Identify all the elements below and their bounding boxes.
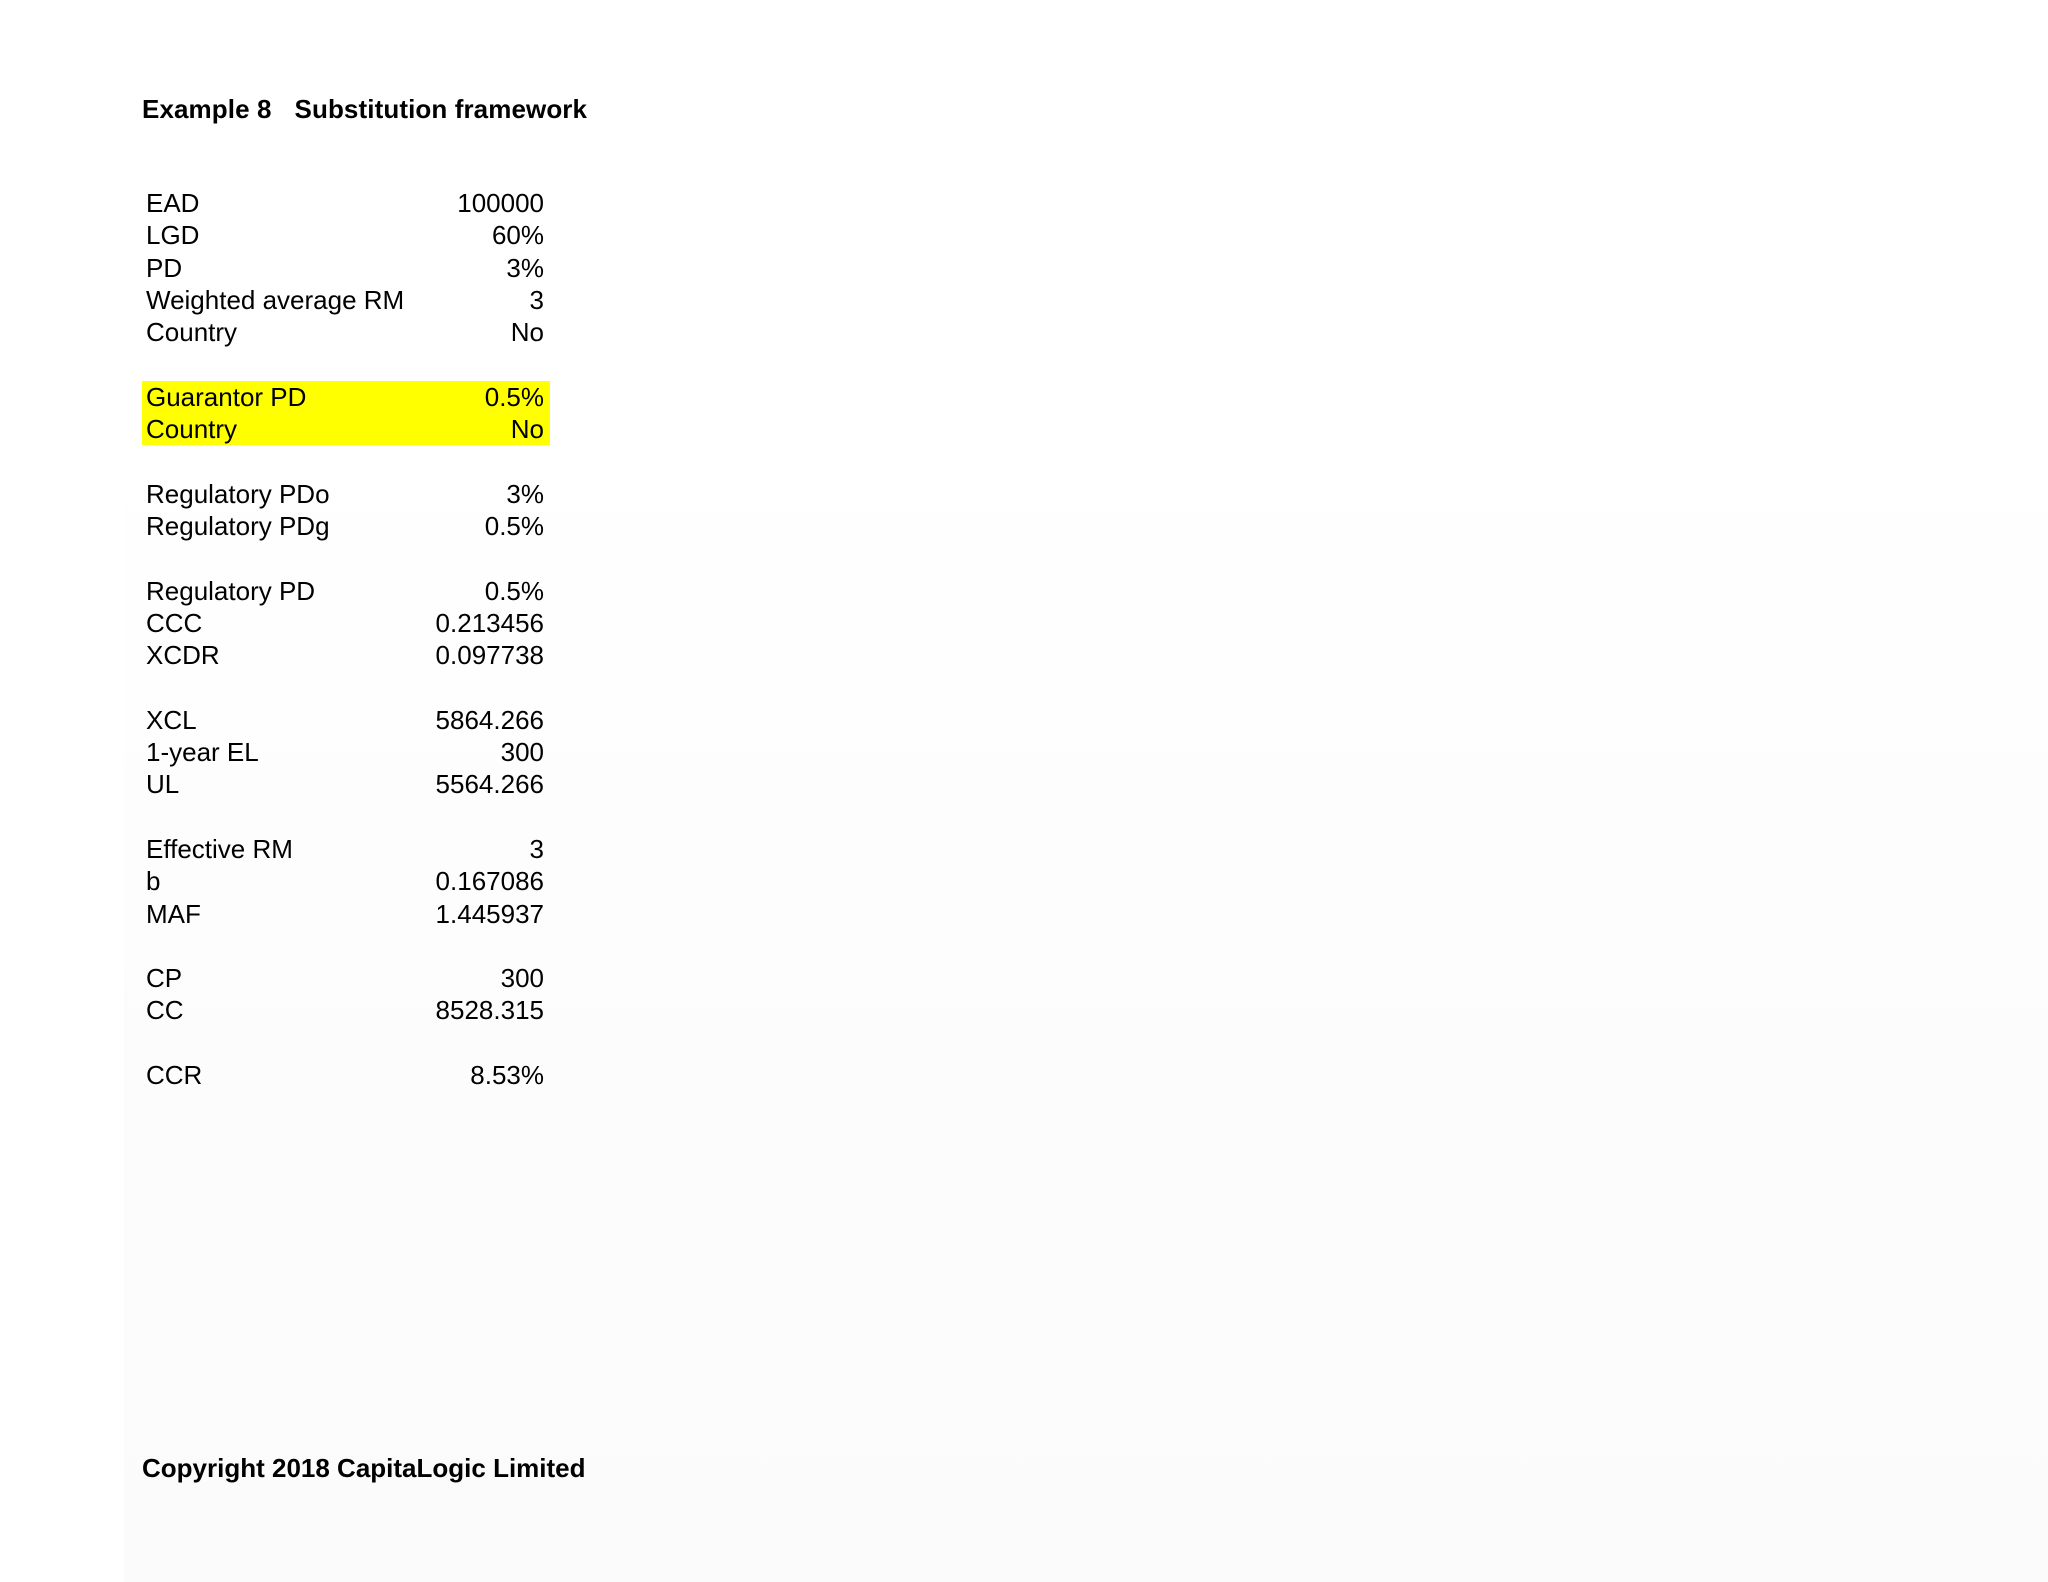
- table-row: [142, 736, 550, 768]
- row-label: EAD: [146, 188, 200, 218]
- example-number: Example 8: [142, 94, 272, 124]
- row-value: 3%: [506, 252, 544, 283]
- table-row: [142, 575, 550, 607]
- row-label: Regulatory PDo: [146, 478, 330, 509]
- row-value: 5864.266: [435, 704, 544, 735]
- spacer-row: [142, 542, 550, 574]
- table-row: [142, 510, 550, 542]
- row-label: CCC: [146, 607, 203, 638]
- table-row: [142, 898, 550, 930]
- row-value: 0.097738: [435, 640, 544, 671]
- highlighted-row: [142, 413, 550, 445]
- row-label: Effective RM: [146, 833, 293, 864]
- row-value: 0.5%: [484, 510, 544, 541]
- row-label: Regulatory PD: [146, 575, 316, 606]
- row-value: 3%: [506, 478, 544, 509]
- row-value: 0.213456: [435, 607, 544, 638]
- row-value: 5564.266: [435, 769, 544, 800]
- row-label: CCR: [146, 1060, 203, 1091]
- row-value: 3: [529, 833, 544, 864]
- copyright-footer: Copyright 2018 CapitaLogic Limited: [142, 1453, 586, 1483]
- row-value: 60%: [491, 220, 544, 251]
- page-title: [142, 94, 587, 125]
- example-name: Substitution framework: [294, 94, 588, 124]
- row-value: 1.445937: [435, 898, 544, 929]
- row-label: PD: [146, 252, 183, 283]
- row-value: 3: [529, 284, 544, 315]
- table-row: [142, 962, 550, 994]
- row-label: Weighted average RM: [146, 284, 405, 315]
- row-value: No: [510, 414, 544, 445]
- table-row: [142, 607, 550, 639]
- row-label: b: [146, 866, 161, 897]
- row-label: Regulatory PDg: [146, 510, 330, 541]
- spacer-row: [142, 348, 550, 380]
- row-value: No: [510, 317, 544, 348]
- row-label: Country: [146, 414, 238, 445]
- table-row: [142, 639, 550, 671]
- table-row: [142, 865, 550, 897]
- row-value: 8.53%: [470, 1060, 544, 1091]
- parameter-table: [142, 187, 550, 1091]
- row-label: Country: [146, 317, 238, 348]
- table-row: [142, 704, 550, 736]
- table-row: [142, 833, 550, 865]
- table-row: [142, 994, 550, 1026]
- row-label: Guarantor PD: [146, 381, 307, 412]
- row-label: XCDR: [146, 640, 220, 671]
- row-value: 0.167086: [435, 866, 544, 897]
- spacer-row: [142, 671, 550, 703]
- spacer-row: [142, 1027, 550, 1059]
- row-label: MAF: [146, 898, 201, 929]
- spacer-row: [142, 445, 550, 477]
- row-value: 0.5%: [484, 381, 544, 412]
- row-value: 300: [500, 963, 544, 994]
- table-row: [142, 284, 550, 316]
- row-label: LGD: [146, 220, 200, 251]
- highlighted-row: [142, 381, 550, 413]
- table-row: [142, 316, 550, 348]
- row-label: CC: [146, 995, 184, 1026]
- spacer-row: [142, 801, 550, 833]
- table-row: [142, 187, 550, 219]
- table-row: [142, 478, 550, 510]
- row-value: 8528.315: [435, 995, 544, 1026]
- spacer-row: [142, 930, 550, 962]
- row-label: XCL: [146, 704, 197, 735]
- table-row: [142, 768, 550, 800]
- row-label: UL: [146, 769, 180, 800]
- table-row: [142, 219, 550, 251]
- row-value: 100000: [457, 188, 544, 218]
- row-value: 300: [500, 737, 544, 768]
- row-label: CP: [146, 963, 183, 994]
- table-row: [142, 1059, 550, 1091]
- row-value: 0.5%: [484, 575, 544, 606]
- table-row: [142, 252, 550, 284]
- row-label: 1-year EL: [146, 737, 259, 768]
